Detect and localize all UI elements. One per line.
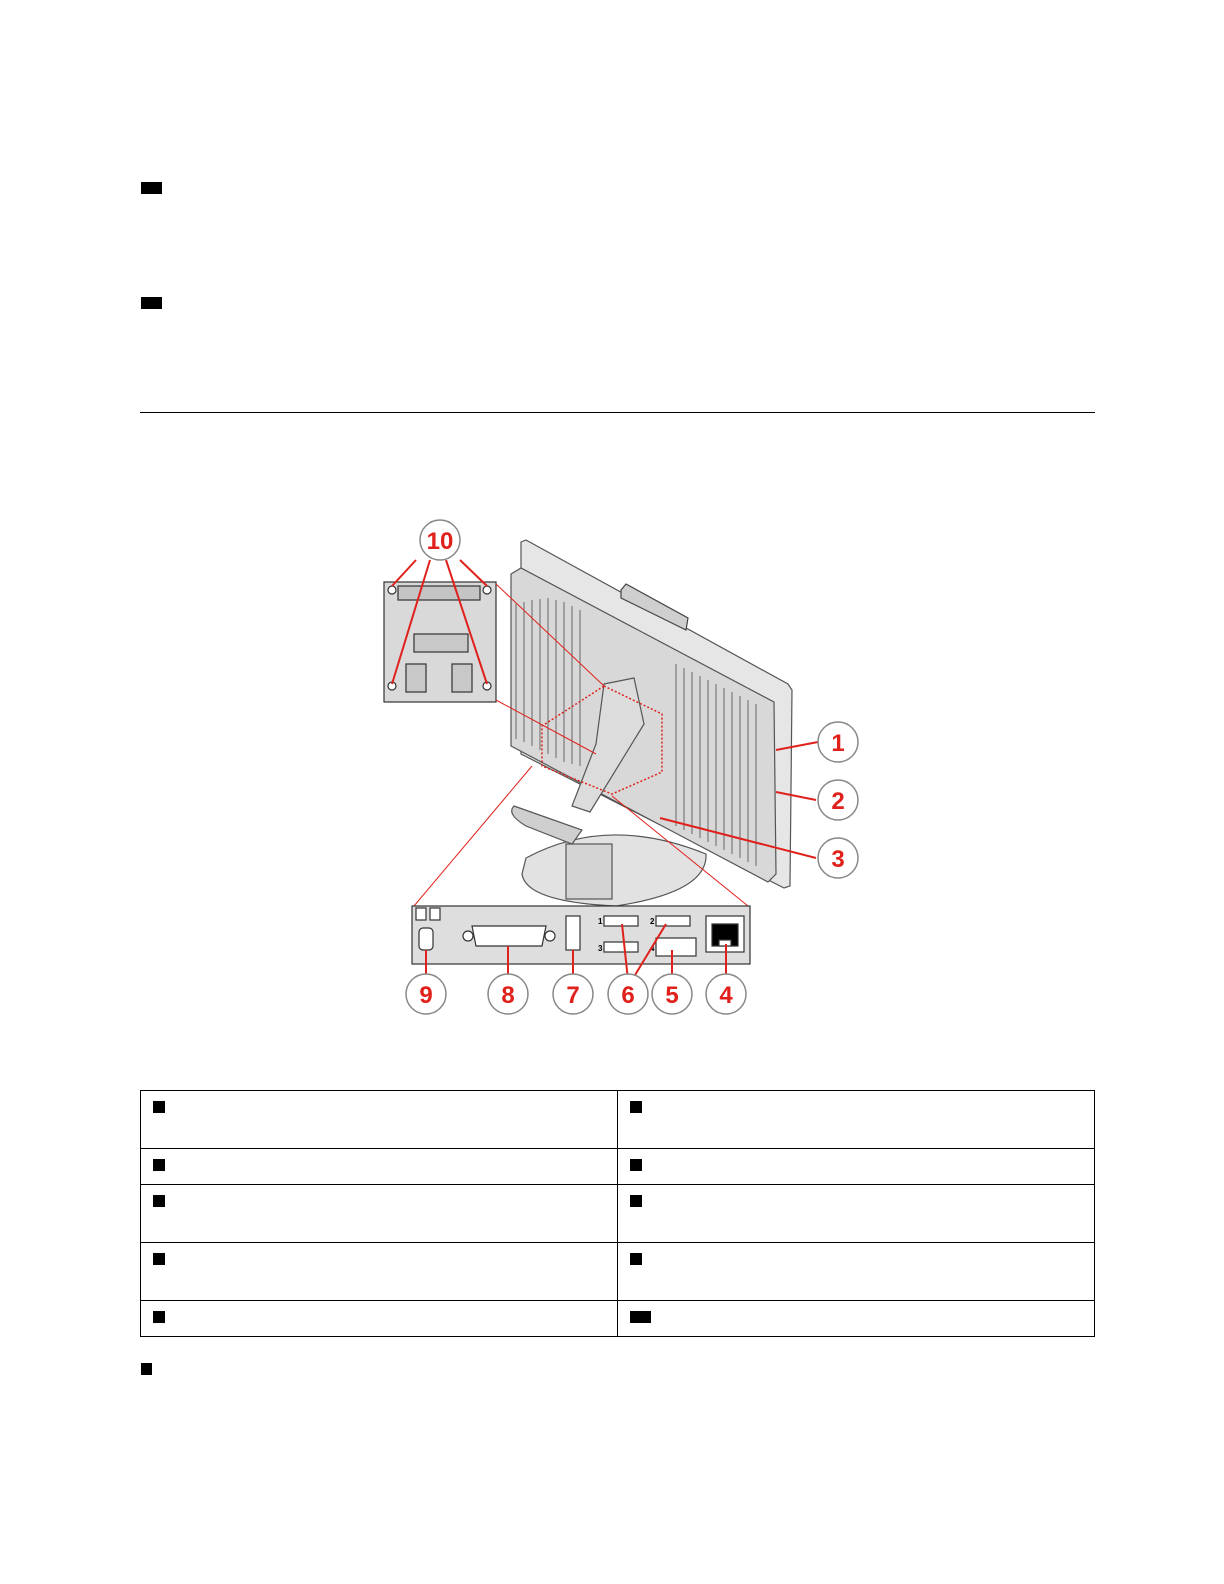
computer-rear-view-illustration	[376, 514, 866, 1022]
callout-marker	[630, 1311, 651, 1323]
table-cell	[141, 1185, 618, 1243]
callout-9-label: 9	[419, 982, 433, 1009]
callout-7-label: 7	[566, 982, 580, 1009]
component-table	[140, 1090, 1095, 1337]
callout-marker	[153, 1159, 165, 1171]
table-cell	[141, 1243, 618, 1301]
callout-10-label: 10	[426, 528, 454, 555]
callout-8-label: 8	[501, 982, 515, 1009]
port-number-1: 1	[598, 917, 603, 926]
table-cell	[618, 1185, 1095, 1243]
callout-marker-footer	[141, 1363, 152, 1375]
callout-4-label: 4	[719, 982, 733, 1009]
table-row	[141, 1149, 1095, 1185]
table-cell	[618, 1243, 1095, 1301]
callout-marker	[630, 1101, 642, 1113]
table-cell	[141, 1301, 618, 1337]
table-cell	[618, 1091, 1095, 1149]
table-row	[141, 1185, 1095, 1243]
port-number-4: 4	[650, 944, 655, 953]
callout-marker	[153, 1311, 165, 1323]
table-cell	[618, 1301, 1095, 1337]
table-cell	[618, 1149, 1095, 1185]
callout-1-label: 1	[831, 730, 845, 757]
table-cell	[141, 1091, 618, 1149]
table-row	[141, 1243, 1095, 1301]
callout-6-label: 6	[621, 982, 635, 1009]
table-cell	[141, 1149, 618, 1185]
callout-marker	[153, 1195, 165, 1207]
rear-io-panel	[412, 906, 750, 964]
callout-marker	[630, 1253, 642, 1265]
callout-marker-10-second	[141, 297, 162, 309]
port-number-2: 2	[650, 917, 655, 926]
callout-marker-10-top	[141, 182, 162, 194]
table-row	[141, 1301, 1095, 1337]
callout-marker	[630, 1195, 642, 1207]
table-row	[141, 1091, 1095, 1149]
callout-marker	[153, 1253, 165, 1265]
vesa-mount-inset	[384, 582, 496, 702]
callout-marker	[630, 1159, 642, 1171]
callout-marker	[153, 1101, 165, 1113]
section-divider	[140, 412, 1095, 413]
callout-2-label: 2	[831, 788, 845, 815]
callout-5-label: 5	[665, 982, 679, 1009]
port-number-3: 3	[598, 944, 603, 953]
callout-3-label: 3	[831, 846, 845, 873]
